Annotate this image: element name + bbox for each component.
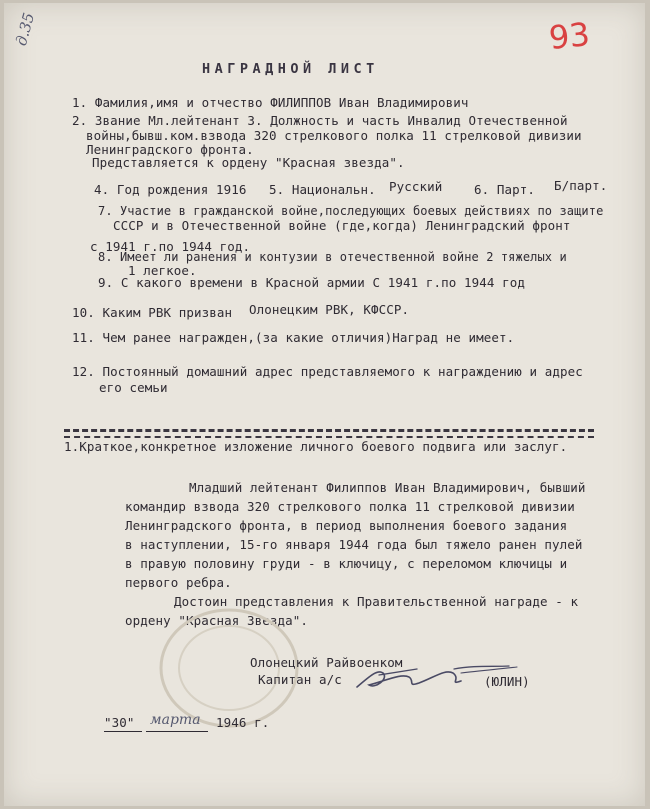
narrative-line: командир взвода 320 стрелкового полка 11 стрелковой дивизии bbox=[125, 499, 575, 514]
field-9-service-period: 9. С какого времени в Красной армии С 1941 г.по 1944 год bbox=[98, 275, 526, 290]
narrative-line: Достоин представления к Правительственной награде - к bbox=[174, 594, 579, 609]
separator-line bbox=[64, 436, 594, 438]
narrative-line: Ленинградского фронта, в период выполнения боевого задания bbox=[125, 518, 568, 533]
field-2-rank-position: 2. Звание Мл.лейтенант 3. Должность и часть Инвалид Отечественной bbox=[72, 113, 568, 128]
date-year: 1946 г. bbox=[216, 715, 270, 730]
field-10-conscription-label: 10. Каким РВК призван bbox=[72, 305, 233, 320]
presented-for-award: Представляется к ордену "Красная звезда". bbox=[92, 155, 405, 170]
corner-annotation: д.35 bbox=[12, 10, 39, 48]
document-title: НАГРАДНОЙ ЛИСТ bbox=[202, 61, 379, 77]
field-12-address-line1: 12. Постоянный домашний адрес представляемого к награждению и адрес bbox=[72, 364, 583, 379]
field-2-position-line2: войны,бывш.ком.взвода 320 стрелкового полка 11 стрелковой дивизии bbox=[86, 128, 582, 143]
date-day-underline bbox=[104, 731, 142, 732]
field-4-birth-year: 4. Год рождения 1916 bbox=[94, 182, 247, 197]
narrative-line: первого ребра. bbox=[125, 575, 232, 590]
field-7-combat-line3: с 1941 г.по 1944 год. bbox=[90, 239, 251, 254]
field-6-party-label: 6. Парт. bbox=[474, 182, 536, 197]
field-11-previous-awards: 11. Чем ранее награжден,(за какие отличия)Наград не имеет. bbox=[72, 330, 515, 345]
field-1-full-name: 1. Фамилия,имя и отчество ФИЛИППОВ Иван Владимирович bbox=[72, 95, 469, 110]
narrative-line: ордену "Красная Звезда". bbox=[125, 613, 309, 628]
field-5-nationality-label: 5. Национальн. bbox=[269, 182, 376, 197]
narrative-line: в правую половину груди - в ключицу, с переломом ключицы и bbox=[125, 556, 568, 571]
separator-line bbox=[64, 429, 594, 432]
document-page bbox=[4, 3, 645, 806]
field-8-wounds-line1: 8. Имеет ли ранения и контузии в отечественной войне 2 тяжелых и bbox=[98, 250, 567, 264]
field-8-wounds-line2: 1 легкое. bbox=[128, 263, 197, 278]
section-heading: 1.Краткое,конкретное изложение личного боевого подвига или заслуг. bbox=[64, 439, 568, 454]
field-2-position-line3: Ленинградского фронта. bbox=[86, 142, 254, 157]
narrative-line: Младший лейтенант Филиппов Иван Владимирович, бывший bbox=[189, 480, 586, 495]
field-6-party-value: Б/парт. bbox=[554, 178, 608, 193]
signature-office: Олонецкий Райвоенком bbox=[250, 655, 403, 670]
date-month-underline bbox=[146, 731, 208, 732]
field-7-combat-line2: СССР и в Отечественной войне (где,когда) Ленинградский фронт bbox=[113, 218, 571, 233]
narrative-line: в наступлении, 15-го января 1944 года был тяжело ранен пулей bbox=[125, 537, 583, 552]
field-12-address-line2: его семьи bbox=[99, 380, 168, 395]
date-month: марта bbox=[150, 712, 201, 728]
page-number: 93 bbox=[547, 14, 592, 58]
date-day: "30" bbox=[104, 715, 135, 730]
field-5-nationality-value: Русский bbox=[389, 179, 443, 194]
signature-rank: Капитан а/с bbox=[258, 672, 342, 687]
signature-name: (ЮЛИН) bbox=[484, 674, 530, 689]
field-7-combat-line1: 7. Участие в гражданской войне,последующих боевых действиях по защите bbox=[98, 204, 604, 218]
field-10-conscription-value: Олонецким РВК, КФССР. bbox=[249, 302, 410, 317]
